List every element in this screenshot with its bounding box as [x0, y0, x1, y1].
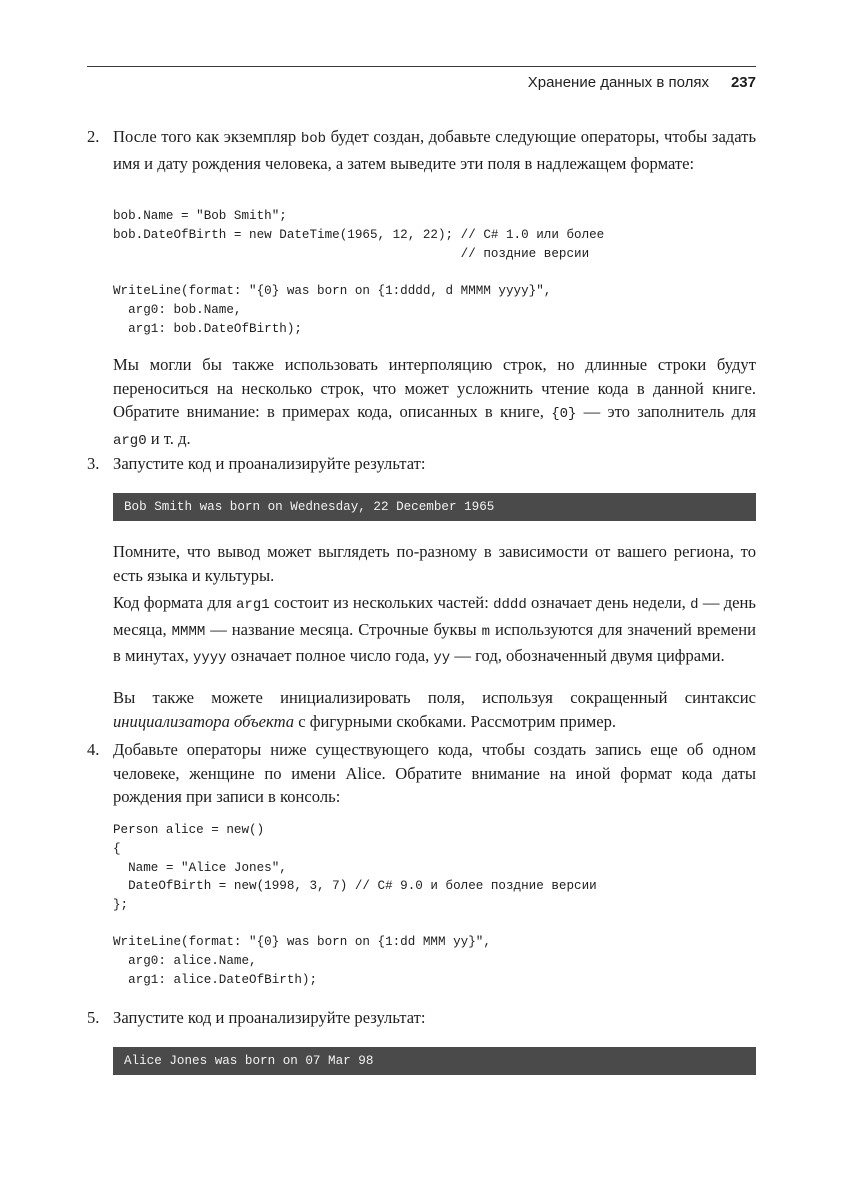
text-run: и т. д. — [146, 428, 191, 448]
step-text — [113, 125, 756, 175]
text-run: Помните, что вывод может выглядеть по-разному в зависимости от вашего региона, то есть языка и культуры. — [113, 542, 756, 585]
step-3 — [87, 452, 756, 476]
text-run: — год, обозначенный двумя цифрами. — [450, 646, 725, 666]
step-number: 5. — [87, 1008, 100, 1027]
inline-code: bob — [300, 131, 327, 147]
code-line: }; — [113, 898, 129, 913]
text-run: означает полное число года, — [226, 646, 434, 666]
code-block-bob-assign — [113, 207, 756, 263]
code-block-alice-init — [113, 821, 756, 915]
step-5 — [87, 1006, 756, 1030]
code-line: // поздние версии — [113, 246, 590, 261]
page-number: 237 — [730, 74, 756, 91]
paragraph-object-initializer — [113, 686, 756, 733]
running-header — [87, 68, 756, 98]
text-run: Вы также можете инициализировать поля, используя сокращенный синтаксис — [113, 688, 756, 707]
paragraph-format-codes — [113, 591, 756, 671]
code-line: arg1: alice.DateOfBirth); — [113, 972, 318, 987]
step-number: 4. — [87, 740, 100, 759]
inline-code: yyyy — [192, 650, 227, 667]
code-line: DateOfBirth = new(1998, 3, 7) // C# 9.0 и более поздние версии — [113, 879, 597, 894]
text-run: — название месяца. Строчные буквы — [205, 619, 482, 639]
text-run: означает день недели, — [526, 593, 691, 612]
step-text: Запустите код и проанализируйте результат: — [113, 1008, 426, 1027]
inline-code: arg1 — [236, 597, 270, 613]
step-text: Запустите код и проанализируйте результат: — [113, 454, 426, 473]
code-block-bob-writeline — [113, 282, 756, 338]
header-rule — [87, 66, 756, 67]
step-4 — [87, 738, 756, 809]
inline-code: arg0 — [113, 432, 147, 449]
code-line: WriteLine(format: "{0} was born on {1:dddd, d MMMM yyyy}", — [113, 284, 552, 298]
inline-code: d — [690, 597, 699, 613]
paragraph-interpolation — [113, 353, 756, 453]
code-line: Person alice = new() — [113, 823, 265, 837]
text-run: Мы могли бы также использовать интерполяцию строк, но длинные строки будут переноситься на несколько строк, что может усложнить чтение кода в данной книге. Обратите внимание: в примерах кода, описанных в книге, — [113, 355, 756, 422]
code-line: arg0: alice.Name, — [113, 953, 257, 968]
text-run: После того как экземпляр — [113, 127, 301, 146]
console-output-text: Alice Jones was born on 07 Mar 98 — [124, 1054, 374, 1068]
code-line: bob.Name = "Bob Smith"; — [113, 209, 287, 223]
code-line: { — [113, 841, 121, 856]
chapter-title: Хранение данных в полях — [527, 74, 709, 91]
console-output-alice — [113, 1047, 756, 1075]
inline-code: MMMM — [171, 623, 206, 640]
code-block-alice-writeline — [113, 933, 756, 989]
console-output-text: Bob Smith was born on Wednesday, 22 December 1965 — [124, 500, 495, 514]
text-run: с фигурными скобками. Рассмотрим пример. — [294, 711, 617, 731]
text-run: будет создан, добавьте следующие операторы, чтобы задать имя и дату рождения человека, а затем выведите эти поля в надлежащем формате: — [113, 127, 757, 173]
code-line: Name = "Alice Jones", — [113, 860, 287, 875]
inline-code: m — [481, 623, 490, 640]
code-line: arg1: bob.DateOfBirth); — [113, 321, 302, 336]
code-line: bob.DateOfBirth = new DateTime(1965, 12, 22); // C# 1.0 или более — [113, 227, 605, 242]
step-number: 2. — [87, 127, 100, 146]
code-line: WriteLine(format: "{0} was born on {1:dd MMM yy}", — [113, 935, 491, 949]
step-number: 3. — [87, 454, 100, 473]
code-line: arg0: bob.Name, — [113, 302, 242, 317]
text-run: — день месяца, — [113, 593, 756, 639]
paragraph-region — [113, 540, 756, 587]
inline-code: yy — [433, 650, 451, 667]
text-run: используются для значений времени в минутах, — [113, 619, 756, 666]
console-output-bob — [113, 493, 756, 521]
step-text: Добавьте операторы ниже существующего кода, чтобы создать запись еще об одном человеке, женщине по имени Alice. Обратите внимание на иной формат кода даты рождения при записи в консоль: — [113, 740, 756, 807]
step-2 — [87, 125, 756, 175]
text-run: — это заполнитель для — [576, 402, 756, 422]
inline-code: dddd — [493, 597, 527, 613]
inline-code: {0} — [551, 406, 577, 423]
italic-term: инициализатора объекта — [113, 711, 295, 731]
text-run: состоит из нескольких частей: — [269, 593, 494, 612]
text-run: Код формата для — [113, 593, 237, 612]
